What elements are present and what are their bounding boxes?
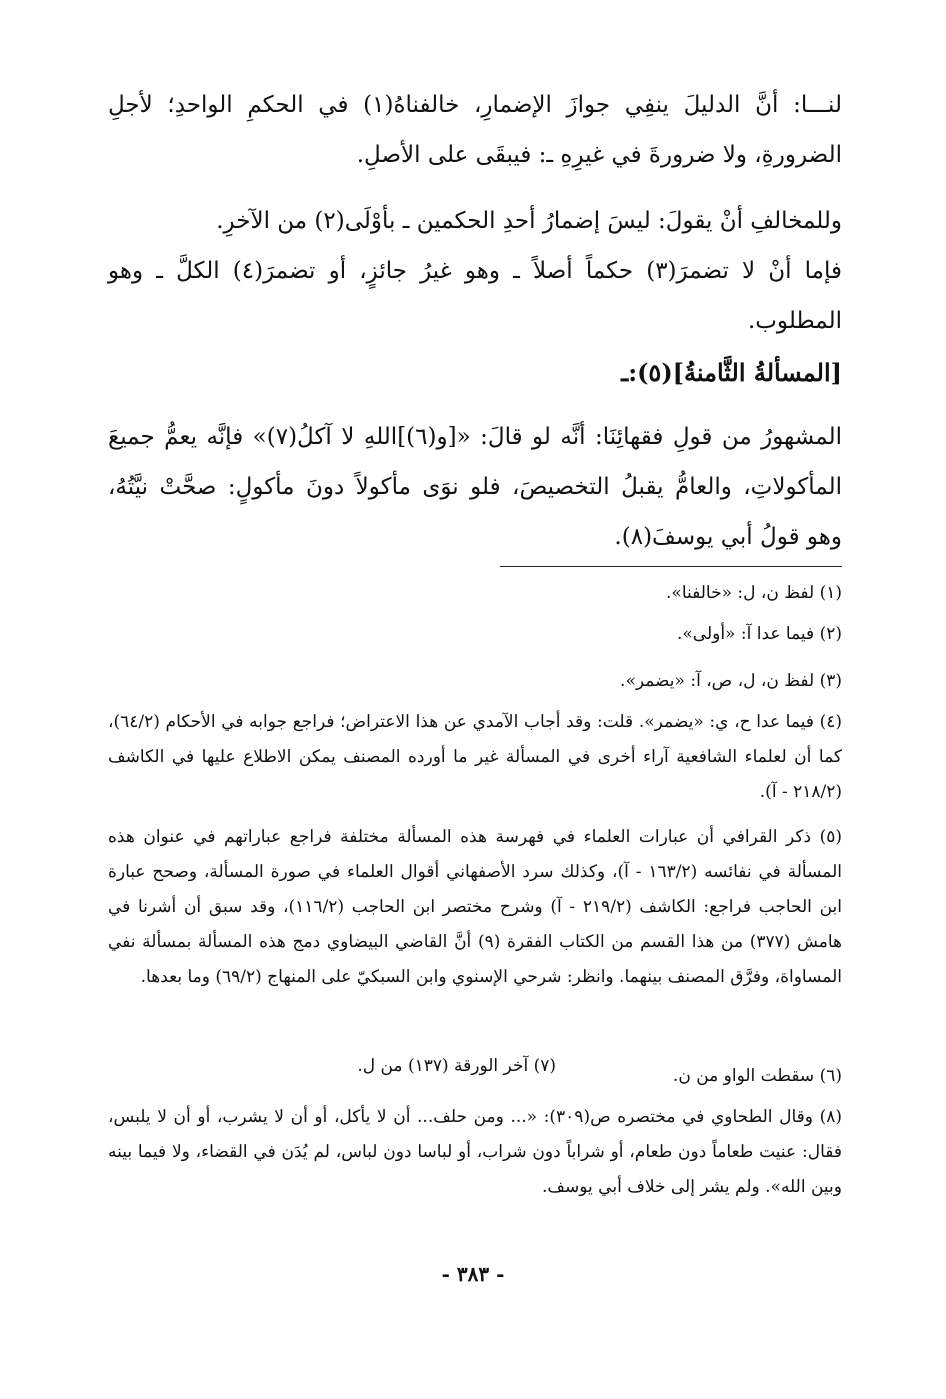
footnote-4: (٤) فيما عدا ح، ي: «يضمر». قلت: وقد أجاب الآمدي عن هذا الاعتراض؛ فراجع جوابه في الأحكام (٦٤/٢)، كما أن لعلماء الشافعية آراء أخرى في المسألة غير ما أورده المصنف يمكن الاطلاع عليها في الكاشف (٢١٨/٢ - آ). xyxy=(108,712,843,802)
footnote-7: (٧) آخر الورقة (١٣٧) من ل. xyxy=(357,1056,556,1076)
footnote-separator xyxy=(500,566,842,567)
body-paragraph-1: لنـــا: أنَّ الدليلَ ينفِي جوازَ الإضمارِ، خالفناهُ(١) في الحكمِ الواحدِ؛ لأجلِ الضرورةِ، ولا ضرورةَ في غيرِهِ ـ: فيبقَى على الأصلِ. xyxy=(108,92,842,168)
footnote-5: (٥) ذكر القرافي أن عبارات العلماء في فهرسة هذه المسألة مختلفة فراجع عباراتهم في عنوان هذه المسألة في نفائسه (١٦٣/٢ - آ)، وكذلك سرد الأصفهاني أقوال العلماء في صورة المسألة، وصحح عبارة ابن الحاجب فراجع: الكاشف (٢١٩/٢ - آ) وشرح مختصر ابن الحاجب (١١٦/٢)، وقد سبق أن أشرنا في هامش (٣٧٧) من هذا القسم من الكتاب الفقرة (٩) أنَّ القاضي البيضاوي دمج هذه المسألة بمسألة نفي المساواة، وفرَّق المصنف بينهما. وانظر: شرحي الإسنوي وابن السبكيّ على المنهاج (٦٩/٢) وما بعدها. xyxy=(108,827,842,987)
section-heading: [المسألةُ الثَّامنةُ](٥):ـ xyxy=(621,358,842,387)
footnote-6: (٦) سقطت الواو من ن. xyxy=(672,1066,842,1086)
page-number: - ٣٨٣ - xyxy=(441,1262,505,1286)
footnote-3: (٣) لفظ ن، ل، ص، آ: «يضمر». xyxy=(620,671,842,691)
body-paragraph-2: وللمخالفِ أنْ يقولَ: ليسَ إضمارُ أحدِ الحكمين ـ بأوْلَى(٢) من الآخرِ. xyxy=(216,208,842,234)
body-paragraph-4: المشهورُ من قولِ فقهائِنَا: أنَّه لو قالَ: «[و(٦)]اللهِ لا آكلُ(٧)» فإنَّه يعمُّ جميعَ المأكولاتِ، والعامُّ يقبلُ التخصيصَ، فلو نوَى مأكولاً دونَ مأكولٍ: صحَّتْ نيَّتُهُ، وهو قولُ أبي يوسفَ(٨). xyxy=(108,424,842,550)
footnote-8: (٨) وقال الطحاوي في مختصره ص(٣٠٩): «... ومن حلف... أن لا يأكل، أو أن لا يشرب، أو أن لا يلبس، فقال: عنيت طعاماً دون طعام، أو شراباً دون شراب، أو لباسا دون لباس، لم يُدَن في القضاء، ولا فيما بينه وبين الله». ولم يشر إلى خلاف أبي يوسف. xyxy=(108,1107,842,1197)
body-paragraph-3: فإما أنْ لا تضمرَ(٣) حكماً أصلاً ـ وهو غيرُ جائزٍ، أو تضمرَ(٤) الكلَّ ـ وهو المطلوب. xyxy=(108,258,843,334)
footnote-2: (٢) فيما عدا آ: «أولى». xyxy=(676,624,842,644)
footnote-1: (١) لفظ ن، ل: «خالفنا». xyxy=(666,583,842,603)
